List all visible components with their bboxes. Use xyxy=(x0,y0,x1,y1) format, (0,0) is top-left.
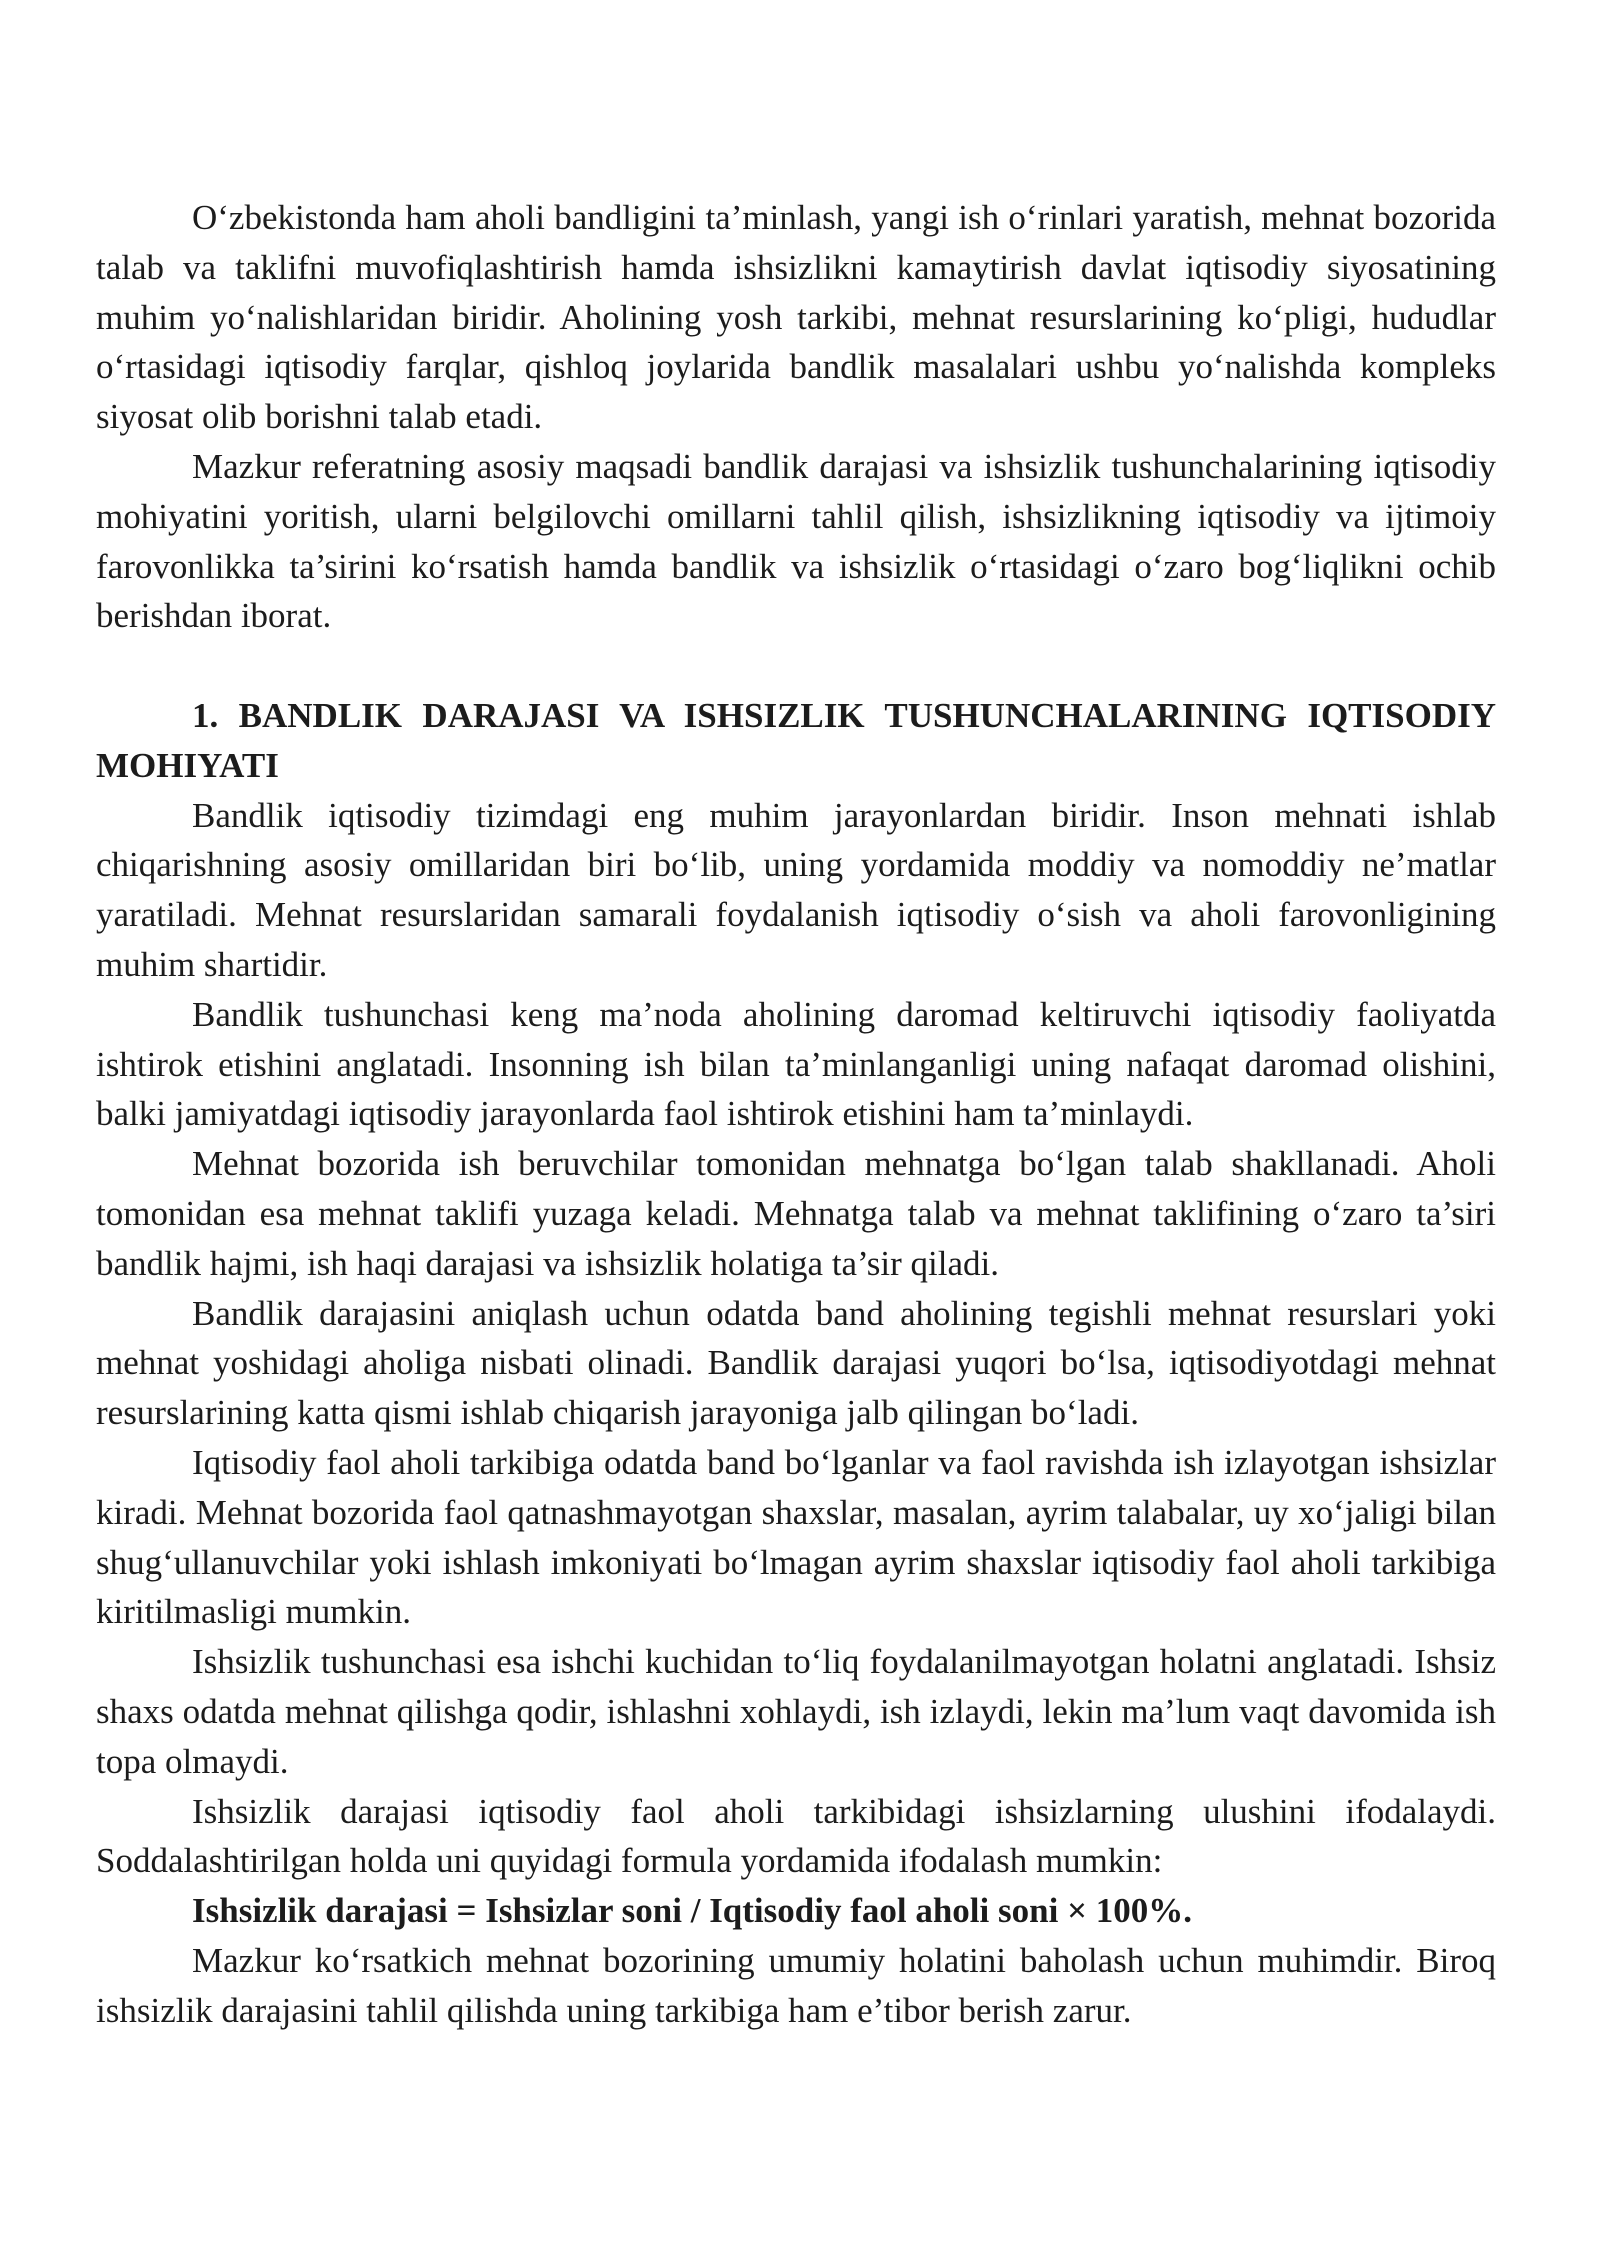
section-paragraph-6: Ishsizlik tushunchasi esa ishchi kuchidan to‘liq foydalanilmayotgan holatni anglatadi. Ishsiz shaxs odatda mehnat qilishga qodir, ishlashni xohlaydi, ish izlaydi, lekin ma’lum vaqt davomida ish topa olmaydi. xyxy=(96,1642,1496,1781)
document-page xyxy=(96,193,1496,2035)
intro-paragraph-1: O‘zbekistonda ham aholi bandligini ta’minlash, yangi ish o‘rinlari yaratish, mehnat bozorida talab va taklifni muvofiqlashtirish hamda ishsizlikni kamaytirish davlat iqtisodiy siyosatining muhim yo‘nalishlaridan biridir. Aholining yosh tarkibi, mehnat resurslarining ko‘pligi, hududlar o‘rtasidagi iqtisodiy farqlar, qishloq joylarida bandlik masalalari ushbu yo‘nalishda kompleks siyosat olib borishni talab etadi. xyxy=(96,198,1496,437)
intro-paragraph-2: Mazkur referatning asosiy maqsadi bandlik darajasi va ishsizlik tushunchalarining iqtisodiy mohiyatini yoritish, ularni belgilovchi omillarni tahlil qilish, ishsizlikning iqtisodiy va ijtimoiy farovonlikka ta’sirini ko‘rsatish hamda bandlik va ishsizlik o‘rtasidagi o‘zaro bog‘liqlikni ochib berishdan iborat. xyxy=(96,446,1496,636)
section-paragraph-1: Bandlik iqtisodiy tizimdagi eng muhim jarayonlardan biridir. Inson mehnati ishlab chiqarishning asosiy omillaridan biri bo‘lib, uning yordamida moddiy va nomoddiy ne’matlar yaratiladi. Mehnat resurslaridan samarali foydalanish iqtisodiy o‘sish va aholi farovonligining muhim shartidir. xyxy=(96,795,1496,984)
section-paragraph-5: Iqtisodiy faol aholi tarkibiga odatda band bo‘lganlar va faol ravishda ish izlayotgan ishsizlar kiradi. Mehnat bozorida faol qatnashmayotgan shaxslar, masalan, ayrim talabalar, uy xo‘jaligi bilan shug‘ullanuvchilar yoki ishlash imkoniyati bo‘lmagan ayrim shaxslar iqtisodiy faol aholi tarkibiga kiritilmasligi mumkin. xyxy=(96,1442,1496,1632)
section-heading: 1. BANDLIK DARAJASI VA ISHSIZLIK TUSHUNCHALARINING IQTISODIY MOHIYATI xyxy=(96,695,1496,785)
section-paragraph-7: Ishsizlik darajasi iqtisodiy faol aholi tarkibidagi ishsizlarning ulushini ifodalaydi. Soddalashtirilgan holda uni quyidagi formula yordamida ifodalash mumkin: xyxy=(96,1791,1496,1881)
unemployment-formula: Ishsizlik darajasi = Ishsizlar soni / Iqtisodiy faol aholi soni × 100%. xyxy=(192,1891,1193,1931)
section-paragraph-2: Bandlik tushunchasi keng ma’noda aholining daromad keltiruvchi iqtisodiy faoliyatda ishtirok etishini anglatadi. Insonning ish bilan ta’minlanganligi uning nafaqat daromad olishini, balki jamiyatdagi iqtisodiy jarayonlarda faol ishtirok etishini ham ta’minlaydi. xyxy=(96,994,1496,1134)
section-paragraph-8: Mazkur ko‘rsatkich mehnat bozorining umumiy holatini baholash uchun muhimdir. Biroq ishsizlik darajasini tahlil qilishda uning tarkibiga ham e’tibor berish zarur. xyxy=(96,1940,1496,2030)
section-paragraph-4: Bandlik darajasini aniqlash uchun odatda band aholining tegishli mehnat resurslari yoki mehnat yoshidagi aholiga nisbati olinadi. Bandlik darajasi yuqori bo‘lsa, iqtisodiyotdagi mehnat resurslarining katta qismi ishlab chiqarish jarayoniga jalb qilingan bo‘ladi. xyxy=(96,1293,1496,1433)
section-paragraph-3: Mehnat bozorida ish beruvchilar tomonidan mehnatga bo‘lgan talab shakllanadi. Aholi tomonidan esa mehnat taklifi yuzaga keladi. Mehnatga talab va mehnat taklifining o‘zaro ta’siri bandlik hajmi, ish haqi darajasi va ishsizlik holatiga ta’sir qiladi. xyxy=(96,1144,1496,1283)
